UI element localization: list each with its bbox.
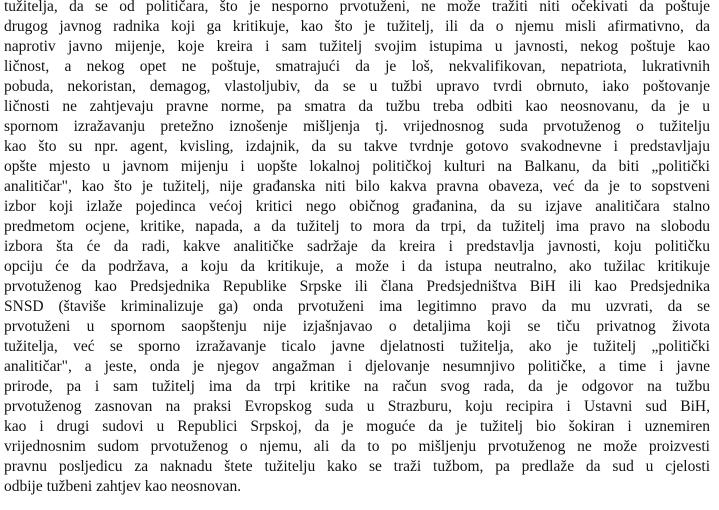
text-line: pobuda, nekoristan, demagog, vlastoljubiv, da se u tužbi upravo tvrdi obrnuto, iako poštovanje <box>4 78 710 95</box>
text-line: izbor koji izlaže pojedinca većoj kritici nego običnog građanina, da su izjave analitičara stalno <box>4 198 710 215</box>
text-line: naprotiv javno mijenje, koje kreira i sam tužitelj svojim istupima u javnosti, nekog poštuje kao <box>4 38 710 55</box>
text-line: opciju će da podržava, a koju da kritikuje, a može i da istupa neutralno, ako tužilac kritikuje <box>4 258 710 275</box>
text-line: prirode, pa i sam tužitelj ima da trpi kritike na račun svog rada, da je odgovor na tužbu <box>4 378 710 395</box>
text-line: prvotuženog zasnovan na praksi Evropskog suda u Strazburu, koju recipira i Ustavni sud BiH, <box>4 398 710 415</box>
text-line: vrijednosnim sudom prvotuženog o njemu, ali da to po mišljenju prvotuženog ne može proizvesti <box>4 438 710 455</box>
text-line: prvotuženi u spornom saopštenju nije izjašnjavao o detaljima koji se tiču privatnog života <box>4 318 710 335</box>
text-line: opšte mjesto u javnom mijenju i uopšte lokalnoj političkoj kulturi na Balkanu, da biti „politički <box>4 158 710 175</box>
text-line: drugog javnog radnika koji ga kritikuje, kao što je tužitelj, ili da o njemu misli afirmativno, da <box>4 18 710 35</box>
text-line: kao što su npr. agent, kvisling, izdajnik, da su takve tvrdnje gotovo svakodnevne i predstavljaju <box>4 138 710 155</box>
text-line: prvotuženog kao Predsjednika Republike Srpske ili člana Predsjedništva BiH ili kao Predsjednika <box>4 278 710 295</box>
text-line: spornom izražavanju pretežno iznošenje mišljenja tj. vrijednosnog suda prvotuženog o tužitelju <box>4 118 710 135</box>
text-line: pravnu posljedicu za naknadu štete tužitelju kako se traži tužbom, pa predlaže da sud u cjelosti <box>4 458 710 475</box>
text-line: tužitelja, da se od političara, što je nesporno prvotuženi, ne može tražiti niti očekivati da poštuje <box>4 0 710 15</box>
text-line: tužitelja, već se sporno izražavanje ticalo javne djelatnosti tužitelja, ako je tužitelj „politički <box>4 338 710 355</box>
text-line: predmetom ocjene, kritike, napada, a da tužitelj to mora da trpi, da tužitelj ima pravo na slobodu <box>4 218 710 235</box>
text-line: izbora šta će da radi, kakve analitičke sadržaje da kreira i predstavlja javnosti, koju političku <box>4 238 710 255</box>
text-line: SNSD (štaviše kriminalizuje ga) onda prvotuženi ima legitimno pravo da mu uzvrati, da se <box>4 298 710 315</box>
text-line: analitičar", kao što je tužitelj, nije građanska niti bilo kakva pravna obaveza, već da je to sopstveni <box>4 178 710 195</box>
text-line: ličnost, a nekog opet ne poštuje, smatrajući da je loš, nekvalifikovan, nepatriota, lukrativnih <box>4 58 710 75</box>
text-line: kao i drugi sudovi u Republici Srpskoj, da je moguće da je tužitelj bio šokiran i uznemiren <box>4 418 710 435</box>
text-line: odbije tužbeni zahtjev kao neosnovan. <box>4 478 242 495</box>
text-line: ličnosti ne zahtjevaju pravne norme, pa smatra da tužbu treba odbiti kao neosnovanu, da je u <box>4 98 710 115</box>
text-line: analitičar", a jeste, onda je njegov angažman i djelovanje nesumnjivo političke, a time i javne <box>4 358 710 375</box>
